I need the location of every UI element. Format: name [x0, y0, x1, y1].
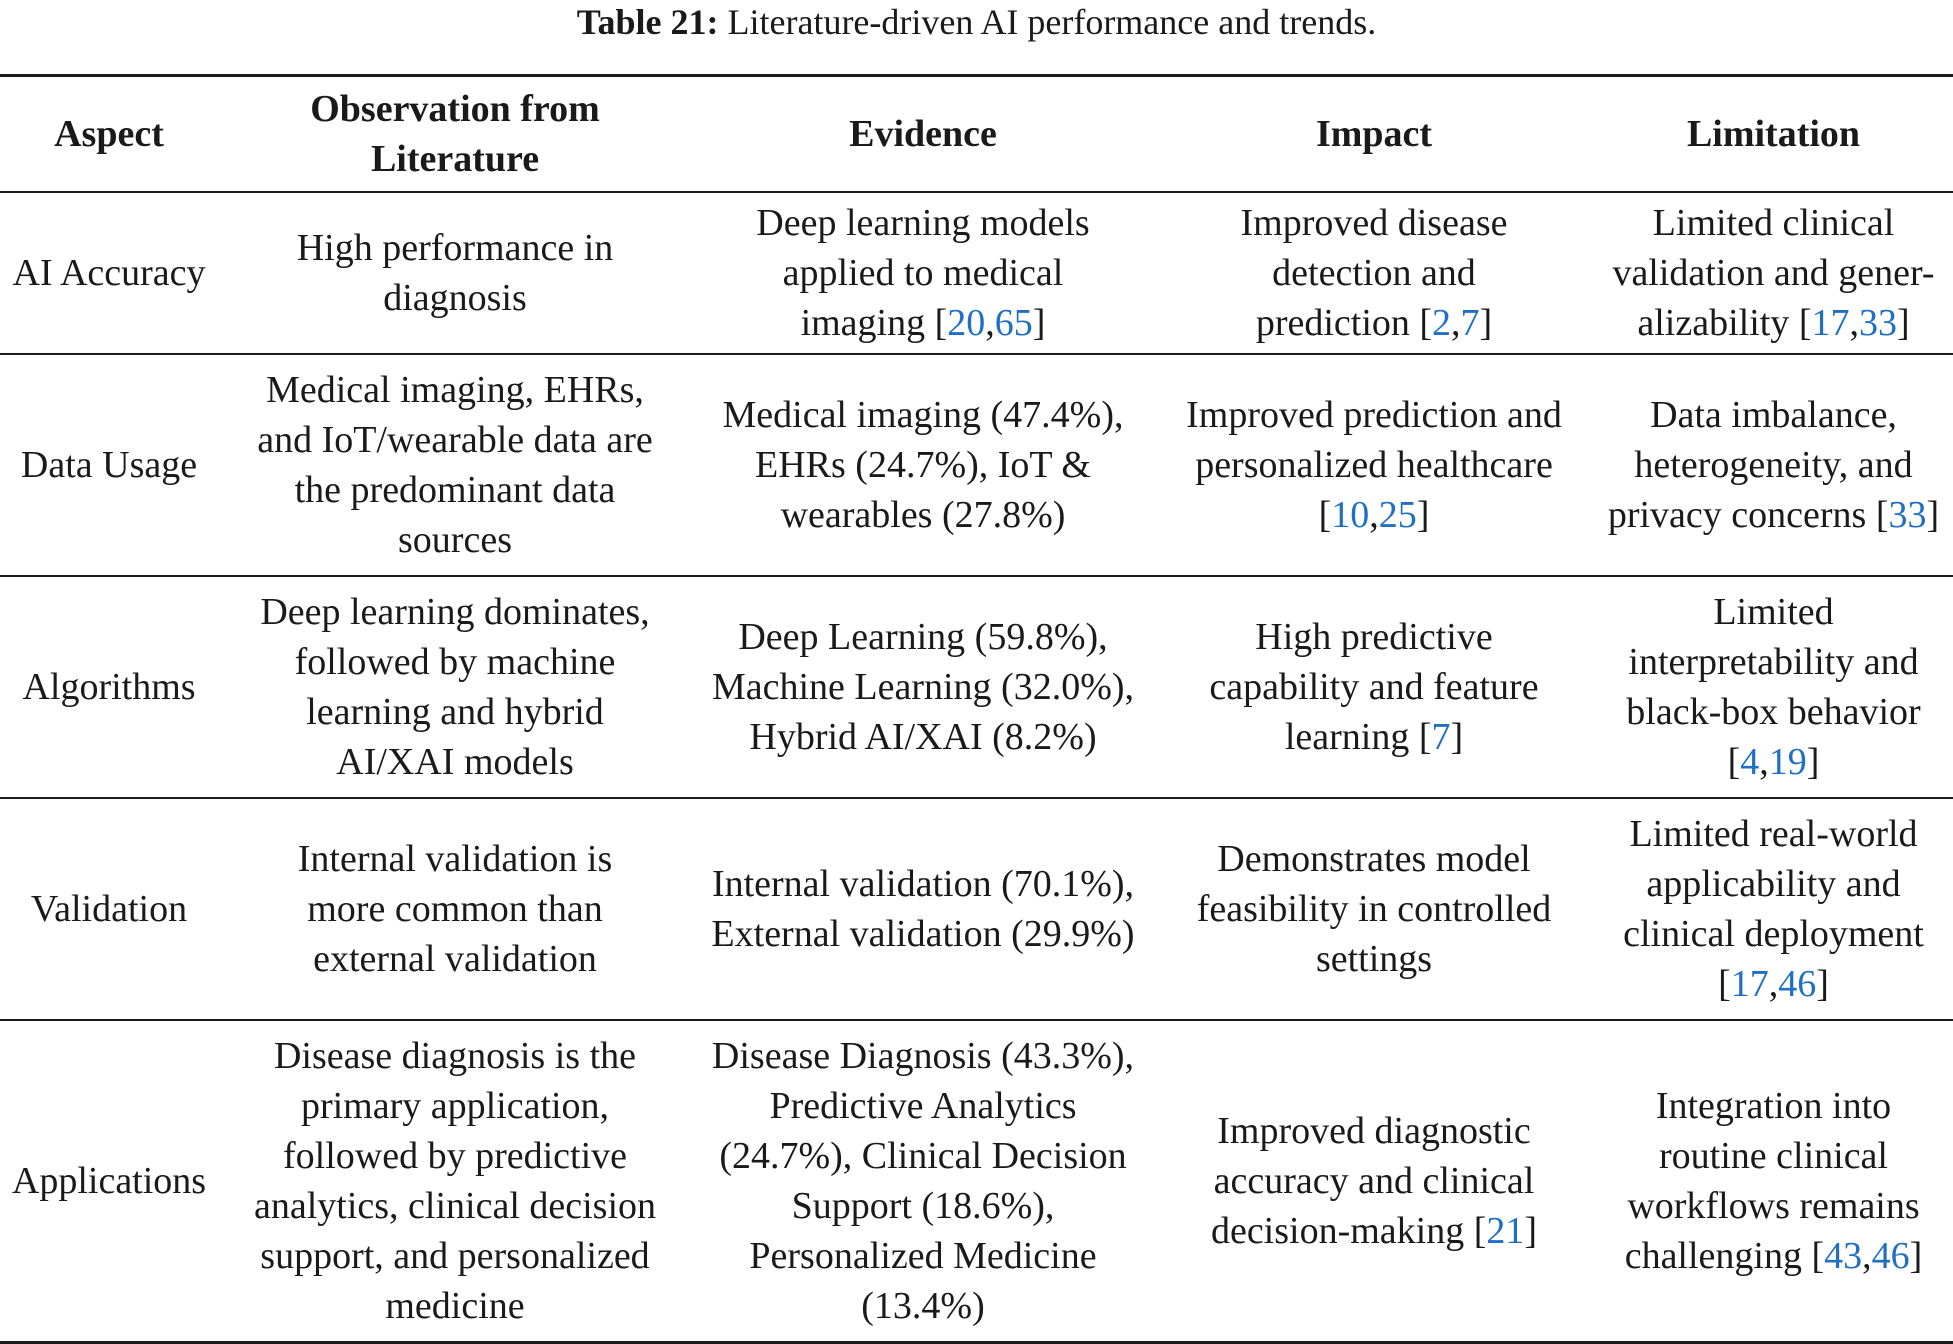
- table-header-row: [0, 76, 1953, 193]
- citation-link[interactable]: 46: [1871, 1235, 1910, 1277]
- table-row: [0, 1020, 1953, 1343]
- citation-link[interactable]: 46: [1778, 963, 1817, 1005]
- citation-link[interactable]: 65: [994, 302, 1033, 344]
- cell-evidence: Deep learning models applied to medical imaging [20,65]: [756, 202, 1090, 344]
- header-evidence: Evidence: [849, 113, 997, 155]
- citation-link[interactable]: 10: [1331, 494, 1370, 536]
- table-caption: [0, 0, 1953, 44]
- citation-link[interactable]: 19: [1768, 741, 1807, 783]
- citation-link[interactable]: 33: [1858, 302, 1897, 344]
- cell-aspect: AI Accuracy: [12, 252, 206, 294]
- header-aspect: Aspect: [54, 113, 164, 155]
- cell-observation: High performance in diagnosis: [296, 227, 614, 319]
- header-limitation: Limitation: [1686, 113, 1861, 155]
- cell-limitation: Limited interpretability and black-box behavior [4,19]: [1626, 591, 1921, 783]
- header-impact: Impact: [1315, 113, 1433, 155]
- cell-observation: Disease diagnosis is the primary application, followed by predictive analytics, clinical decision support, and personalized medicine: [253, 1035, 657, 1327]
- table-row: [0, 798, 1953, 1020]
- literature-table: [0, 74, 1953, 1344]
- citation-link[interactable]: 20: [947, 302, 986, 344]
- caption-text: Literature-driven AI performance and trends.: [718, 2, 1377, 42]
- header-observation: Observation from Literature: [310, 88, 600, 180]
- cell-evidence: Medical imaging (47.4%), EHRs (24.7%), IoT & wearables (27.8%): [722, 394, 1124, 536]
- citation-link[interactable]: 7: [1460, 302, 1480, 344]
- citation-link[interactable]: 43: [1824, 1235, 1863, 1277]
- caption-label: Table 21:: [576, 2, 719, 42]
- citation-link[interactable]: 33: [1888, 494, 1927, 536]
- cell-aspect: Data Usage: [20, 444, 198, 486]
- cell-impact: Improved diagnostic accuracy and clinical decision-making [21]: [1210, 1110, 1538, 1252]
- cell-evidence: Internal validation (70.1%), External validation (29.9%): [711, 863, 1135, 955]
- cell-aspect: Applications: [11, 1160, 207, 1202]
- cell-observation: Deep learning dominates, followed by machine learning and hybrid AI/XAI models: [260, 591, 650, 783]
- citation-link[interactable]: 17: [1730, 963, 1769, 1005]
- cell-impact: Demonstrates model feasibility in controlled settings: [1196, 838, 1552, 980]
- cell-impact: Improved prediction and personalized healthcare [10,25]: [1186, 394, 1562, 536]
- cell-observation: Medical imaging, EHRs, and IoT/wearable data are the predominant data sources: [257, 369, 653, 561]
- cell-evidence: Disease Diagnosis (43.3%), Predictive Analytics (24.7%), Clinical Decision Support (18.6%), Personalized Medicine (13.4%): [711, 1035, 1135, 1327]
- citation-link[interactable]: 2: [1432, 302, 1452, 344]
- cell-evidence: Deep Learning (59.8%), Machine Learning (32.0%), Hybrid AI/XAI (8.2%): [711, 616, 1135, 758]
- cell-aspect: Validation: [30, 888, 188, 930]
- citation-link[interactable]: 25: [1378, 494, 1417, 536]
- table-row: [0, 576, 1953, 798]
- cell-limitation: Limited real-world applicability and clinical deployment [17,46]: [1623, 813, 1924, 1005]
- cell-observation: Internal validation is more common than external validation: [297, 838, 613, 980]
- cell-aspect: Algorithms: [22, 666, 196, 708]
- cell-impact: Improved disease detection and prediction [2,7]: [1240, 202, 1508, 344]
- table-row: [0, 354, 1953, 576]
- cell-limitation: Limited clinical validation and gener-alizability [17,33]: [1612, 202, 1935, 344]
- cell-impact: High predictive capability and feature learning [7]: [1209, 616, 1539, 758]
- citation-link[interactable]: 4: [1740, 741, 1760, 783]
- cell-limitation: Data imbalance, heterogeneity, and privacy concerns [33]: [1607, 394, 1940, 536]
- citation-link[interactable]: 21: [1486, 1210, 1525, 1252]
- cell-limitation: Integration into routine clinical workflows remains challenging [43,46]: [1624, 1085, 1923, 1277]
- citation-link[interactable]: 17: [1811, 302, 1850, 344]
- citation-link[interactable]: 7: [1431, 716, 1451, 758]
- table-row: [0, 192, 1953, 354]
